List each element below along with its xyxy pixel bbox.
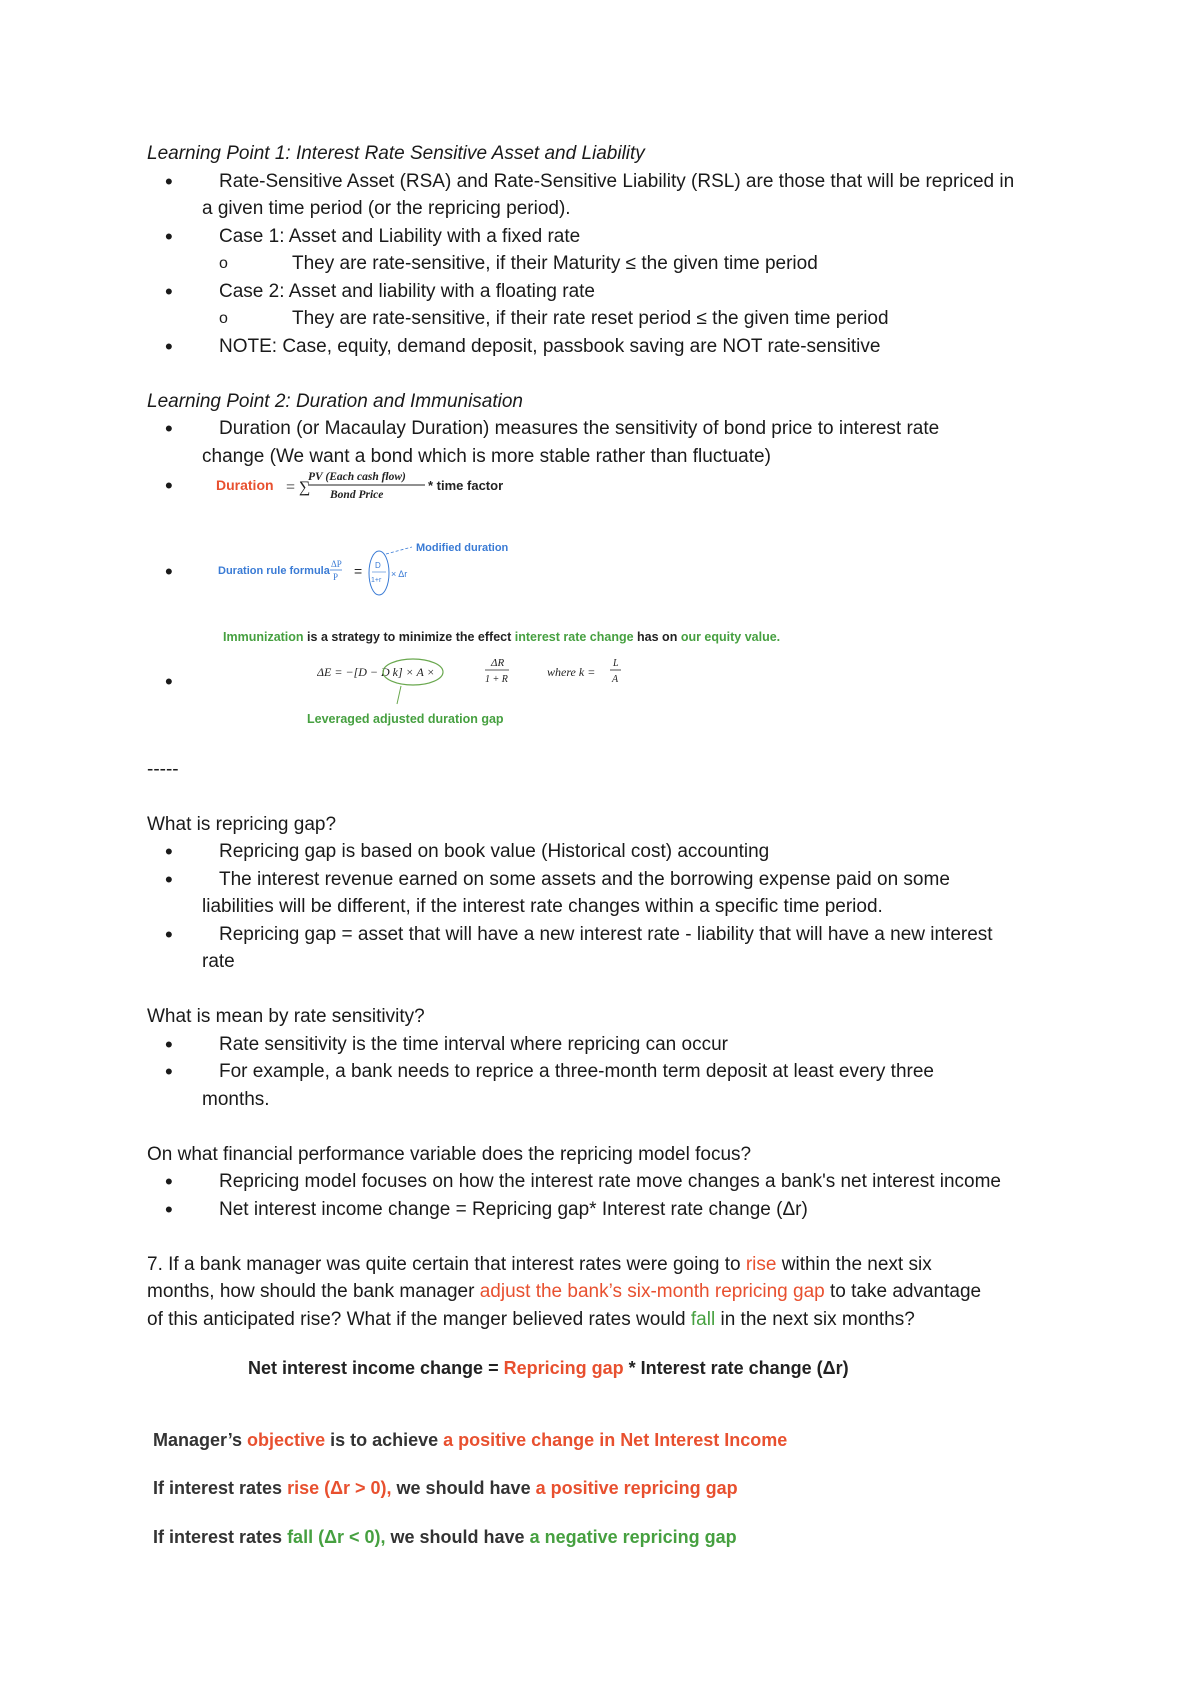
- lp1-list: [147, 168, 1067, 251]
- svg-text:A: A: [612, 674, 619, 685]
- summary-fall: If interest rates fall (Δr < 0), we should have a negative repricing gap: [153, 1527, 737, 1547]
- modified-duration-label: Modified duration: [416, 542, 509, 554]
- lp1-heading: Learning Point 1: Interest Rate Sensitive Asset and Liability: [147, 143, 645, 164]
- d-symbol: D: [375, 561, 381, 570]
- question-repricing-gap: What is repricing gap?: [147, 813, 337, 835]
- list-item: o They are rate-sensitive, if their Maturity ≤ the given time period: [147, 250, 1067, 278]
- bullet: •: [165, 473, 173, 498]
- list-item: • Rate-Sensitive Asset (RSA) and Rate-Sensitive Liability (RSL) are those that will be repriced in a given time period (or the repricing period).: [147, 168, 1067, 223]
- nic-formula: Net interest income change = Repricing gap * Interest rate change (Δr): [248, 1358, 849, 1378]
- list-item: • Case 2: Asset and liability with a floating rate: [147, 278, 1067, 306]
- list-item: • Net interest income change = Repricing gap* Interest rate change (Δr): [147, 1196, 1067, 1224]
- summary-rise: If interest rates rise (Δr > 0), we should have a positive repricing gap: [153, 1478, 738, 1498]
- where-k: where k =: [547, 665, 596, 679]
- question-rate-sensitivity: What is mean by rate sensitivity?: [147, 1006, 425, 1027]
- immunization-figure: [147, 618, 1067, 728]
- duration-rule-label: Duration rule formula: [218, 565, 330, 577]
- equals-symbol: =: [354, 563, 363, 579]
- lp1-sublist-1: [147, 250, 1067, 278]
- immunization-sentence: Immunization is a strategy to minimize the effect interest rate change has on our equity value.: [223, 630, 781, 644]
- time-factor: * time factor: [428, 478, 504, 493]
- list-item: • Repricing gap = asset that will have a new interest rate - liability that will have a new interest rate: [147, 921, 1067, 976]
- summary-objective: Manager’s objective is to achieve a positive change in Net Interest Income: [153, 1430, 788, 1450]
- pointer-line: [397, 686, 401, 704]
- times-delta-r: × Δr: [391, 569, 408, 579]
- duration-formula-svg: [212, 470, 712, 530]
- modified-duration-circle: [369, 551, 389, 595]
- bullet: •: [165, 559, 173, 584]
- leveraged-gap-label: Leveraged adjusted duration gap: [307, 712, 504, 726]
- list-item: • For example, a bank needs to reprice a three-month term deposit at least every three months.: [147, 1058, 1067, 1113]
- sum-symbol: = ∑: [286, 479, 311, 496]
- svg-text:1 + R: 1 + R: [485, 674, 508, 685]
- bullet: •: [165, 669, 173, 694]
- duration-label: Duration: [216, 477, 274, 493]
- separator: -----: [147, 758, 179, 780]
- pv-numerator: PV (Each cash flow): [308, 471, 406, 483]
- pointer-line: [386, 547, 412, 554]
- list-item: • Repricing gap is based on book value (Historical cost) accounting: [147, 838, 1067, 866]
- duration-formula: [147, 470, 1067, 534]
- bond-price-denominator: Bond Price: [330, 489, 384, 501]
- list-item: o They are rate-sensitive, if their rate reset period ≤ the given time period: [147, 305, 1067, 333]
- list-item: • NOTE: Case, equity, demand deposit, passbook saving are NOT rate-sensitive: [147, 333, 1067, 361]
- question-repricing-model: On what financial performance variable does the repricing model focus?: [147, 1143, 752, 1165]
- delta-p-symbol: ΔP: [331, 559, 342, 569]
- duration-rule-formula: [147, 534, 1067, 618]
- list-item: • Case 1: Asset and Liability with a fixed rate: [147, 223, 1067, 251]
- list-item: • The interest revenue earned on some assets and the borrowing expense paid on some liabilities will be different, if the interest rate changes within a specific time period.: [147, 866, 1067, 921]
- p-symbol: P: [333, 572, 339, 582]
- list-item: • Repricing model focuses on how the interest rate move changes a bank's net interest income: [147, 1168, 1067, 1196]
- question-7: 7. If a bank manager was quite certain that interest rates were going to rise within the next six months, how should the bank manager adjust the bank’s six-month repricing gap to take advantage of this anticipated rise? What if the manger believed rates would fall in the next six months?: [147, 1253, 982, 1330]
- lp2-list: [147, 415, 1067, 470]
- list-item: • Rate sensitivity is the time interval where repricing can occur: [147, 1031, 1067, 1059]
- svg-text:L: L: [613, 658, 619, 669]
- delta-e-formula: ΔE = −[D − D k] × A ×: [317, 665, 435, 679]
- document-body: [147, 140, 1067, 1333]
- list-item: • Duration (or Macaulay Duration) measures the sensitivity of bond price to interest rate change (We want a bond which is more stable rather than fluctuate): [147, 415, 1067, 470]
- one-plus-r-symbol: 1+r: [371, 577, 382, 584]
- svg-text:ΔR: ΔR: [491, 657, 505, 669]
- duration-rule-svg: [212, 534, 652, 614]
- lp1-sublist-2: [147, 305, 1067, 333]
- lp2-heading: Learning Point 2: Duration and Immunisation: [147, 390, 524, 412]
